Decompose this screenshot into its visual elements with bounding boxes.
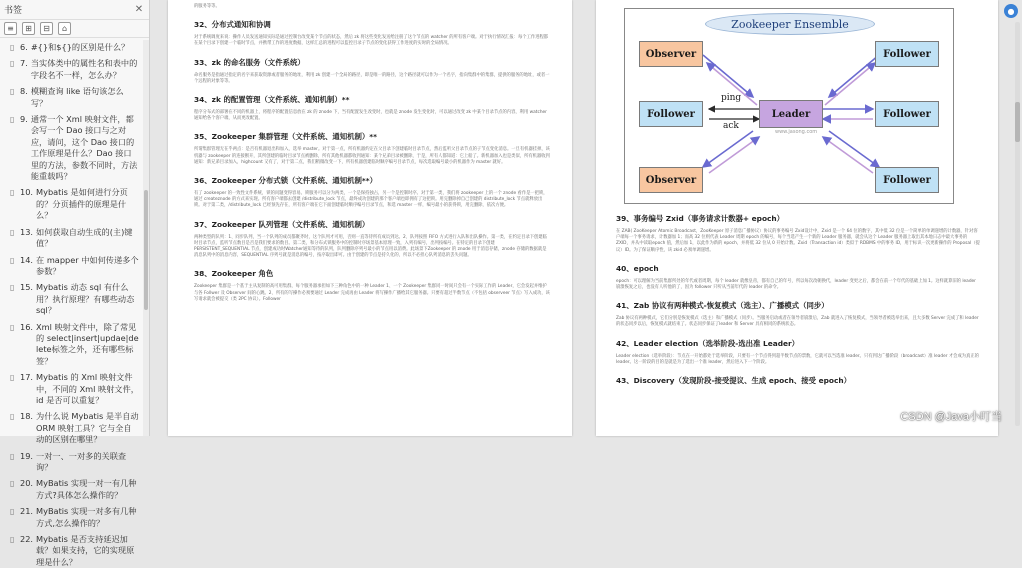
bookmark-item-icon: ▯ (10, 43, 15, 52)
document-section (194, 57, 550, 85)
bookmark-item-label: 如何获取自动生成的(主)键值？ (36, 226, 133, 249)
expand-icon[interactable]: ⊞ (22, 22, 35, 35)
sidebar-toolbar (0, 20, 149, 38)
bookmark-item-label: Mybatis 是如何进行分页的？分页插件的原理是什么？ (36, 187, 128, 221)
bookmark-item-number: 18. (20, 411, 34, 422)
document-section (616, 213, 980, 254)
ping-label: ping (721, 93, 742, 103)
document-section (194, 94, 550, 122)
bookmark-list (0, 40, 143, 567)
document-viewer (150, 0, 1022, 436)
bookmark-item-label: 模糊查询 like 语句该怎么写？ (30, 86, 124, 108)
bookmark-item-label: Xml 映射文件中，除了常见的 select|insert|updae|delete标签之外，还有哪些标签？ (36, 321, 139, 366)
section-heading: 37、Zookeeper 队列管理（文件系统、通知机制） (194, 219, 370, 229)
bookmark-item-icon: ▯ (10, 507, 15, 517)
bookmark-item[interactable] (0, 58, 143, 81)
bookmark-item[interactable] (0, 255, 143, 278)
document-section (616, 300, 980, 328)
document-section (616, 263, 980, 291)
document-section (194, 219, 550, 260)
bookmark-item-icon: ▯ (10, 451, 15, 461)
csdn-watermark: CSDN @Java小叮当 (900, 411, 1002, 423)
follower-node-left: Follower (639, 101, 703, 127)
section-heading: 36、Zookeeper 分布式锁（文件系统、通知机制**） (194, 176, 378, 186)
bookmark-item[interactable] (0, 86, 143, 109)
section-body: epoch：可以理解为当前集群所处的年代或者周期，每个 leader 就像皇帝，都有自己的年号，所以每次改朝换代，leader 变更之后，都会在前一个年代的基础上加 1。这样就算旧的 leader 崩溃恢复之后，也没有人听他的了，因为 follower 只听从当前年代的 leader 的命令。 (616, 278, 976, 291)
list-icon[interactable]: ≡ (4, 22, 17, 35)
bookmark-icon[interactable]: ⌂ (58, 22, 71, 35)
follower-node-top-right: Follower (875, 41, 939, 67)
bookmark-item-number: 20. (20, 478, 34, 489)
page-right (596, 0, 998, 436)
diagram-watermark: www.jasong.com (775, 129, 818, 135)
arrow-follower-tr-out (825, 63, 875, 105)
bookmark-item-number: 21. (20, 506, 34, 517)
section-heading: 42、Leader election（选举阶段-选出准 Leader） (616, 338, 800, 348)
sidebar-scroll-thumb[interactable] (144, 190, 148, 310)
sidebar-title: 书签 (4, 6, 23, 16)
section-heading: 40、epoch (616, 263, 659, 273)
section-body: 程序分布式的部署在不同的机器上，将程序的配置信息放在 zk 的 znode 下，当有配置发生改变时，也就是 znode 发生变化时，可以通过改变 zk 中某个目录节点的内容，利用 watcher 通知给各个客户端，从而更改配置。 (194, 110, 547, 122)
bookmark-item-label: Mybatis 是否支持延迟加载？如果支持，它的实现原理是什么？ (36, 534, 135, 567)
assistant-badge-icon[interactable]: ● (1004, 4, 1018, 18)
section-body: Zab 协议有两种模式，它们分别是恢复模式（选主）和广播模式（同步）。当服务启动或者在领导者崩溃后，Zab 就进入了恢复模式，当领导者被选举出来，且大多数 Server 完成了和 leader 的状态同步以后，恢复模式就结束了。状态同步保证了leader 和 Server 具有相同的系统状态。 (616, 316, 979, 328)
bookmark-item-label: 为什么说 Mybatis 是半自动 ORM 映射工具？它与全自动的区别在哪里？ (36, 411, 139, 445)
document-section (616, 375, 980, 386)
bookmark-item-icon: ▯ (10, 412, 15, 422)
document-section (194, 131, 550, 166)
zookeeper-ensemble-diagram (624, 8, 954, 204)
section-body: 命名服务是指通过指定的名字来获取资源或者服务的地址，利用 zk 创建一个全局的路径，即是唯一的路径，这个路径就可以作为一个名字，指向集群中的集群，提供的服务的地址，或者一个远程的对象等等。 (194, 72, 550, 84)
bookmark-item-icon: ▯ (10, 188, 15, 198)
section-heading: 32、分布式通知和协调 (194, 20, 271, 30)
bookmark-item-number: 10. (20, 187, 34, 198)
bookmark-item[interactable] (0, 534, 143, 568)
bookmark-item-label: MyBatis 实现一对多有几种方式,怎么操作的？ (36, 506, 137, 528)
bookmark-item[interactable] (0, 372, 143, 406)
document-section (616, 338, 980, 366)
section-heading: 35、Zookeeper 集群管理（文件系统、通知机制）** (194, 132, 378, 142)
bookmark-item-number: 7. (20, 58, 28, 69)
left-sections (194, 19, 550, 303)
bookmark-item-label: 一对一、一对多的关联查询？ (36, 450, 127, 472)
follower-node-bottom-right: Follower (875, 167, 939, 193)
bookmark-item-icon: ▯ (10, 255, 15, 265)
section-heading: 39、事务编号 Zxid（事务请求计数器+ epoch） (616, 214, 785, 223)
bookmark-item-icon: ▯ (10, 227, 15, 237)
arrow-follower-tr-in (829, 55, 879, 97)
document-section (194, 19, 550, 47)
bookmark-item-label: MyBatis 实现一对一有几种方式?具体怎么操作的？ (36, 478, 137, 500)
bookmark-item-label: 当实体类中的属性名和表中的字段名不一样，怎么办？ (30, 58, 138, 80)
document-scrollbar[interactable] (1015, 22, 1020, 426)
bookmark-item-number: 22. (20, 534, 34, 545)
close-icon[interactable]: ✕ (134, 4, 144, 15)
bookmark-item-icon: ▯ (10, 322, 15, 332)
ack-label: ack (723, 121, 739, 131)
bookmark-item[interactable] (0, 451, 143, 474)
bookmark-item[interactable] (0, 506, 143, 529)
section-body: Leader election（选举阶段）：节点在一开始都处于选举阶段，只要有一个节点得到超半数节点的票数，它就可以当选准 leader。只有到达广播阶段（broadcast）准 leader 才会成为真正的 leader。这一阶段的目的是就是为了选出一个准 leader，然后进入下一个阶段。 (616, 353, 979, 365)
bookmark-item[interactable] (0, 187, 143, 221)
bookmark-item[interactable] (0, 114, 143, 182)
follower-node-right: Follower (875, 101, 939, 127)
section-body: Zookeeper 集群是一个基于主从复制的高可用集群，每个服务器承担如下三种角色中的一种 Leader 1、一个 Zookeeper 集群同一时间只会有一个实际工作的 Leader，它会发起并维护与各 Follwer 及 Observer 间的心跳。2、所有的写操作必须要通过 Leader 完成再由 Leader 将写操作广播给其它服务器。只要有超过半数节点（不包括 observeer 节点）写入成功，该写请求就会被提交（类 2PC 协议）。Follower (194, 284, 550, 302)
document-section (194, 268, 550, 303)
bookmark-item[interactable] (0, 322, 143, 368)
bookmark-item-icon: ▯ (10, 479, 15, 489)
arrow-observer-bl-out (703, 131, 753, 167)
bookmark-item[interactable] (0, 227, 143, 250)
bookmark-item-label: 在 mapper 中如何传递多个参数？ (36, 254, 139, 276)
bookmark-item-icon: ▯ (10, 283, 15, 293)
observer-node-bottom-left: Observer (639, 167, 703, 193)
page-left (168, 0, 572, 436)
section-body: 对于系统调度来说：操作人员发送通知实际是通过控制台改变某个节点的状态，然后 zk 将这些变化发送给注册了这个节点的 watcher 的所有客户端。对于执行情况汇报：每个工作进程都在某个目录下创建一个临时节点，并携带工作的进度数据，这样汇总的进程可以监控目录子节点的变化获得工作进度的实时的全局情况。 (194, 35, 549, 47)
bookmark-item-icon: ▯ (10, 115, 15, 125)
bookmark-item-number: 8. (20, 86, 28, 97)
bookmark-item[interactable] (0, 42, 143, 53)
section-body: 两种类型的队列：1、同步队列，当一个队列的成员都聚齐时，这个队列才可用，否则一直等待所有成员到达。2、队列按照 FIFO 方式进行入队和出队操作。第一类，在约定目录下创建临时目录节点，监听节点数目是否是我们要求的数目。第二类，和分布式锁服务中的控制时序场景基本原理一致，入列有编号，出列按编号。在特定的目录下创建 PERSISTENT_SEQUENTIAL 节点，创建成功时Watcher通知等待的队列，队列删除序列号最小的节点用以消费。此场景下Zookeeper 的 znode 用于消息存储，znode 存储的数据就是消息队列中的消息内容，SEQUENTIAL 序列号就是消息的编号，按序取出即可。由于创建的节点是持久化的，所以不必担心队列消息的丢失问题。 (194, 234, 547, 259)
bookmark-item-icon: ▯ (10, 535, 15, 545)
bookmark-item-number: 16. (20, 321, 34, 332)
sidebar-scrollbar[interactable] (143, 40, 149, 436)
bookmark-sidebar (0, 0, 150, 567)
right-sections (616, 213, 980, 386)
diagram-title: Zookeeper Ensemble (705, 13, 875, 35)
bookmark-item-number: 15. (20, 282, 34, 293)
bookmark-item-number: 13. (20, 226, 34, 237)
arrow-follower-br-out (829, 131, 879, 167)
section-body: 所谓集群管理无在乎两点：是否有机器退出和加入、选举 master。对于第一点，所有机器约定在父目录下创建临时目录节点，然后监听父目录节点的子节点变化消息。一旦有机器挂掉，该机器与 zookeeper 的连接断开，其所创建的临时目录节点被删除，所有其他机器都收到通知：某个兄弟目录被删除，于是，所有人都知道：它上船了。新机器加入也是类似，所有机器收到通知：新兄弟目录加入，highcount 又有了，对于第二点，我们稍微改变一下，所有机器创建临时顺序编号目录节点，每次选取编号最小的机器作为 master 就好。 (194, 147, 550, 165)
arrow-observer-bl-in (709, 137, 759, 173)
observer-node-top-left: Observer (639, 41, 703, 67)
bookmark-item-icon: ▯ (10, 87, 15, 97)
section-body: 在 ZAB( ZooKeeper Atomic Broadcast，ZooKeeper 原子消息广播协议）协议的事务编号 Zxid设计中，Zxid 是一个 64 位的数字，其中低 32 位是一个简单的单调递增的计数器，针对客户端每一个事务请求，计数器加 1；而高 32 位则代表 Leader 周期 epoch 的编号，每个当选产生一个新的 Leader 服务器，就会从这个 Leader 服务器上取出其本地日志中最大事务的ZXID，并从中读取epoch 值，然后加 1，以此作为新的 epoch，并将低 32 位从 0 开始计数。Zxid（Transaction id）类似于 RDBMS 中的事务 ID，用于标识一次更新操作的 Proposal（提议）ID。为了保证顺序性，该 zkid 必须单调递增。 (616, 229, 980, 253)
section-heading: 33、zk 的命名服务（文件系统） (194, 57, 305, 67)
arrow-follower-br-in (823, 137, 873, 173)
collapse-icon[interactable]: ⊟ (40, 22, 53, 35)
bookmark-item-number: 9. (20, 114, 28, 125)
bookmark-item-label: 通常一个 Xml 映射文件，都会写一个 Dao 接口与之对应，请问，这个 Dao 接口的工作原理是什么？Dao 接口里的方法，参数不同时，方法能重载吗？ (30, 114, 138, 182)
section-heading: 38、Zookeeper 角色 (194, 269, 274, 279)
bookmark-item-number: 19. (20, 450, 34, 461)
bookmark-item-number: 6. (20, 42, 28, 52)
section-heading: 43、Discovery（发现阶段-接受提议、生成 epoch、接受 epoch） (616, 376, 852, 386)
arrow-observer-tl-in (703, 55, 753, 97)
bookmark-item[interactable] (0, 282, 143, 316)
document-scroll-thumb[interactable] (1015, 102, 1020, 142)
section-heading: 41、Zab 协议有两种模式-恢复模式（选主）、广播模式（同步） (616, 301, 829, 311)
section-heading: 34、zk 的配置管理（文件系统、通知机制）** (194, 95, 350, 105)
bookmark-item[interactable] (0, 411, 143, 445)
bookmark-item-label: Mybatis 动态 sql 有什么用？执行原理？有哪些动态 sql？ (36, 282, 135, 316)
bookmark-item-number: 14. (20, 254, 34, 265)
bookmark-item[interactable] (0, 478, 143, 501)
document-section (194, 175, 550, 210)
bookmark-item-label: Mybatis 的 Xml 映射文件中，不同的 Xml 映射文件，id 是否可以重复？ (36, 372, 139, 405)
bookmark-item-icon: ▯ (10, 373, 15, 383)
leader-node: Leader (759, 100, 823, 128)
sidebar-header (0, 0, 149, 20)
bookmark-item-number: 17. (20, 372, 34, 383)
bookmark-item-label: #{}和${}的区别是什么？ (30, 42, 130, 52)
page-intro: 的服务等等。 (194, 4, 220, 9)
section-body: 有了 zookeeper 的一致性文件系统，锁的问题变得容易。锁服务可以分为两类，一个是保持独占，另一个是控制时序。对于第一类，我们将 zookeeper 上的一个 znode 看作是一把锁，通过 createznode 的方式来实现。所有客户端都去创建 /distribute_lock 节点，最终成功创建的那个客户端也即拥有了这把锁。用完删除掉自己创建的 distribute_lock 节点就释放出锁。对于第二类，/distribute_lock 已经预先存在，所有客户端在它下面创建临时顺序编号目录节点，和选 master 一样，编号最小的获得锁，用完删除，依次方便。 (194, 191, 548, 209)
bookmark-item-icon: ▯ (10, 59, 15, 69)
